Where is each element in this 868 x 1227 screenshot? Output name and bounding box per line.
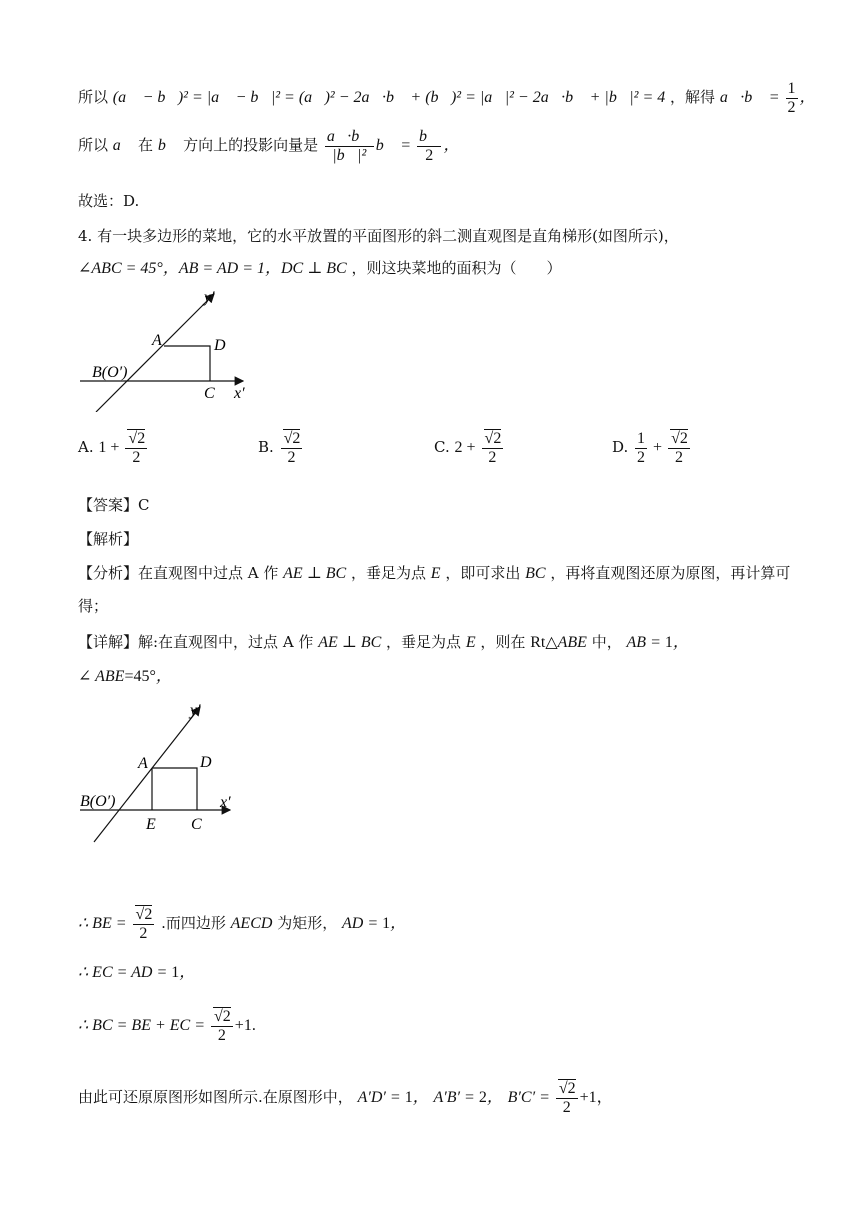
vector-b: b⃗: [157, 137, 179, 155]
line-dot-product-derivation: [78, 80, 816, 117]
line-projection-vector: [78, 128, 459, 165]
label-x-prime-2: x′: [220, 794, 231, 811]
label-a: A: [152, 332, 162, 349]
point-e-2: E: [465, 634, 476, 651]
label-x-prime: x′: [234, 385, 245, 402]
question-4-ask: ，则这块菜地的面积为（ ）: [351, 259, 562, 277]
detail-text-2: ，垂足为点: [386, 633, 462, 651]
formula-be: ∴ BE = $\frac{√2}{2}$: [78, 906, 153, 942]
label-d-2: D: [200, 754, 212, 771]
quad-aecd: AECD: [230, 915, 273, 933]
option-d[interactable]: [612, 430, 692, 467]
step-be-text-2: 为矩形，: [277, 914, 338, 933]
label-b-o: B(O′): [92, 364, 128, 381]
question-4-stem: 4. 有一块多边形的菜地，它的水平放置的平面图形的斜二测直观图是直角梯形(如图所示)，: [78, 227, 679, 245]
formula-square-expansion: (a⃗ − b⃗)² = |a⃗ − b⃗|² = (a⃗)² − 2a⃗·b⃗ + (b⃗)² = |a⃗|² − 2a⃗·b⃗ + |b⃗|² = 4: [112, 89, 666, 107]
step-bc: [78, 1008, 256, 1045]
text-projection: 方向上的投影向量是: [183, 136, 319, 155]
figure-2-intuitive-diagram: [78, 697, 268, 845]
step-ec: [78, 961, 195, 984]
y-axis: [96, 294, 214, 412]
formula-ab-prime: A′B′ = 2，: [433, 1089, 503, 1107]
formula-ec: ∴ EC = AD = 1，: [78, 964, 196, 981]
label-y-prime-2: y′: [190, 702, 201, 719]
formula-ae-perp-bc-2: AE ⊥ BC: [318, 634, 382, 651]
analysis-text-2: ，垂足为点: [350, 564, 426, 582]
option-d-label: D.: [612, 438, 629, 457]
option-a[interactable]: [78, 430, 149, 467]
option-c[interactable]: [434, 430, 505, 467]
option-b-value: $\frac{√2}{2}$: [279, 439, 305, 456]
label-a-2: A: [138, 755, 148, 772]
label-c: C: [204, 385, 215, 402]
analysis-text-4: ，再将直观图还原为原图，再计算可: [550, 564, 791, 582]
option-d-value: $\frac{1}{2}$ + $\frac{√2}{2}$: [637, 430, 688, 466]
option-c-value: 2 + $\frac{√2}{2}$: [454, 430, 502, 466]
segment-bc: BC: [525, 565, 546, 582]
detail-line-1: [78, 631, 689, 654]
label-c-2: C: [191, 816, 202, 833]
text-so-2: 所以: [78, 136, 109, 155]
formula-ab-1: AB = 1，: [626, 634, 689, 651]
analysis-line-1: [78, 562, 790, 585]
step-be-text-1: .而四边形: [161, 914, 226, 933]
option-a-value: 1 + $\frac{√2}{2}$: [98, 430, 146, 466]
step-be: [78, 906, 406, 943]
text-so: 所以: [78, 88, 109, 107]
choose-d: 故选：D.: [78, 192, 140, 210]
option-b[interactable]: [258, 430, 304, 467]
label-b-o-2: B(O′): [80, 793, 116, 810]
detail-text-3: ，则在: [480, 633, 526, 651]
option-b-label: B.: [258, 438, 274, 457]
text-solve: ，解得: [670, 88, 716, 107]
formula-ad-prime: A′D′ = 1，: [357, 1089, 429, 1107]
option-c-label: C.: [434, 438, 450, 457]
restore-text: 由此可还原原图形如图所示.在原图形中，: [78, 1088, 353, 1107]
rectangle-edges: [152, 768, 197, 810]
detail-text-4: 中，: [591, 633, 622, 651]
question-4-conditions: [78, 257, 562, 280]
analysis-heading: 【解析】: [78, 530, 139, 548]
label-y-prime: y′: [204, 289, 215, 306]
detail-text-1: 【详解】解:在直观图中，过点 A 作: [78, 633, 314, 651]
analysis-line-2: 得；: [78, 597, 109, 615]
formula-dot-result: a⃗·b⃗ = $\frac{1}{2}$ ，: [719, 80, 816, 116]
text-on: 在: [138, 136, 154, 155]
formula-ae-perp-bc: AE ⊥ BC: [283, 565, 347, 582]
detail-line-2: [78, 665, 172, 688]
option-a-label: A.: [78, 438, 94, 457]
label-d: D: [214, 337, 226, 354]
vector-a: a⃗: [112, 137, 134, 155]
formula-angle-abe: ∠ ABE=45°，: [78, 668, 172, 685]
trapezoid-edges: [164, 346, 210, 381]
formula-ad-1: AD = 1，: [342, 915, 407, 933]
point-e: E: [430, 565, 441, 582]
formula-bc: ∴ BC = BE + EC = $\frac{√2}{2}$ +1.: [78, 1008, 256, 1044]
label-e-2: E: [146, 816, 156, 833]
restore-line: [78, 1080, 613, 1117]
figure-1-intuitive-diagram: [78, 284, 268, 412]
analysis-text-1: 【分析】在直观图中过点 A 作: [78, 564, 279, 582]
formula-projection: $\frac{a⃗\cdot b⃗}{\text{|b⃗|²}}$ b⃗ = $\frac{b⃗}{2}$ ，: [326, 128, 460, 164]
triangle-abe: Rt△ABE: [530, 634, 587, 651]
formula-bc-prime: B′C′ = $\frac{√2}{2}$ +1，: [507, 1080, 613, 1116]
answer-line: 【答案】C: [78, 496, 150, 514]
analysis-text-3: ，即可求出: [445, 564, 521, 582]
conditions-formula: ∠ABC = 45°，AB = AD = 1，DC ⊥ BC: [78, 260, 347, 277]
